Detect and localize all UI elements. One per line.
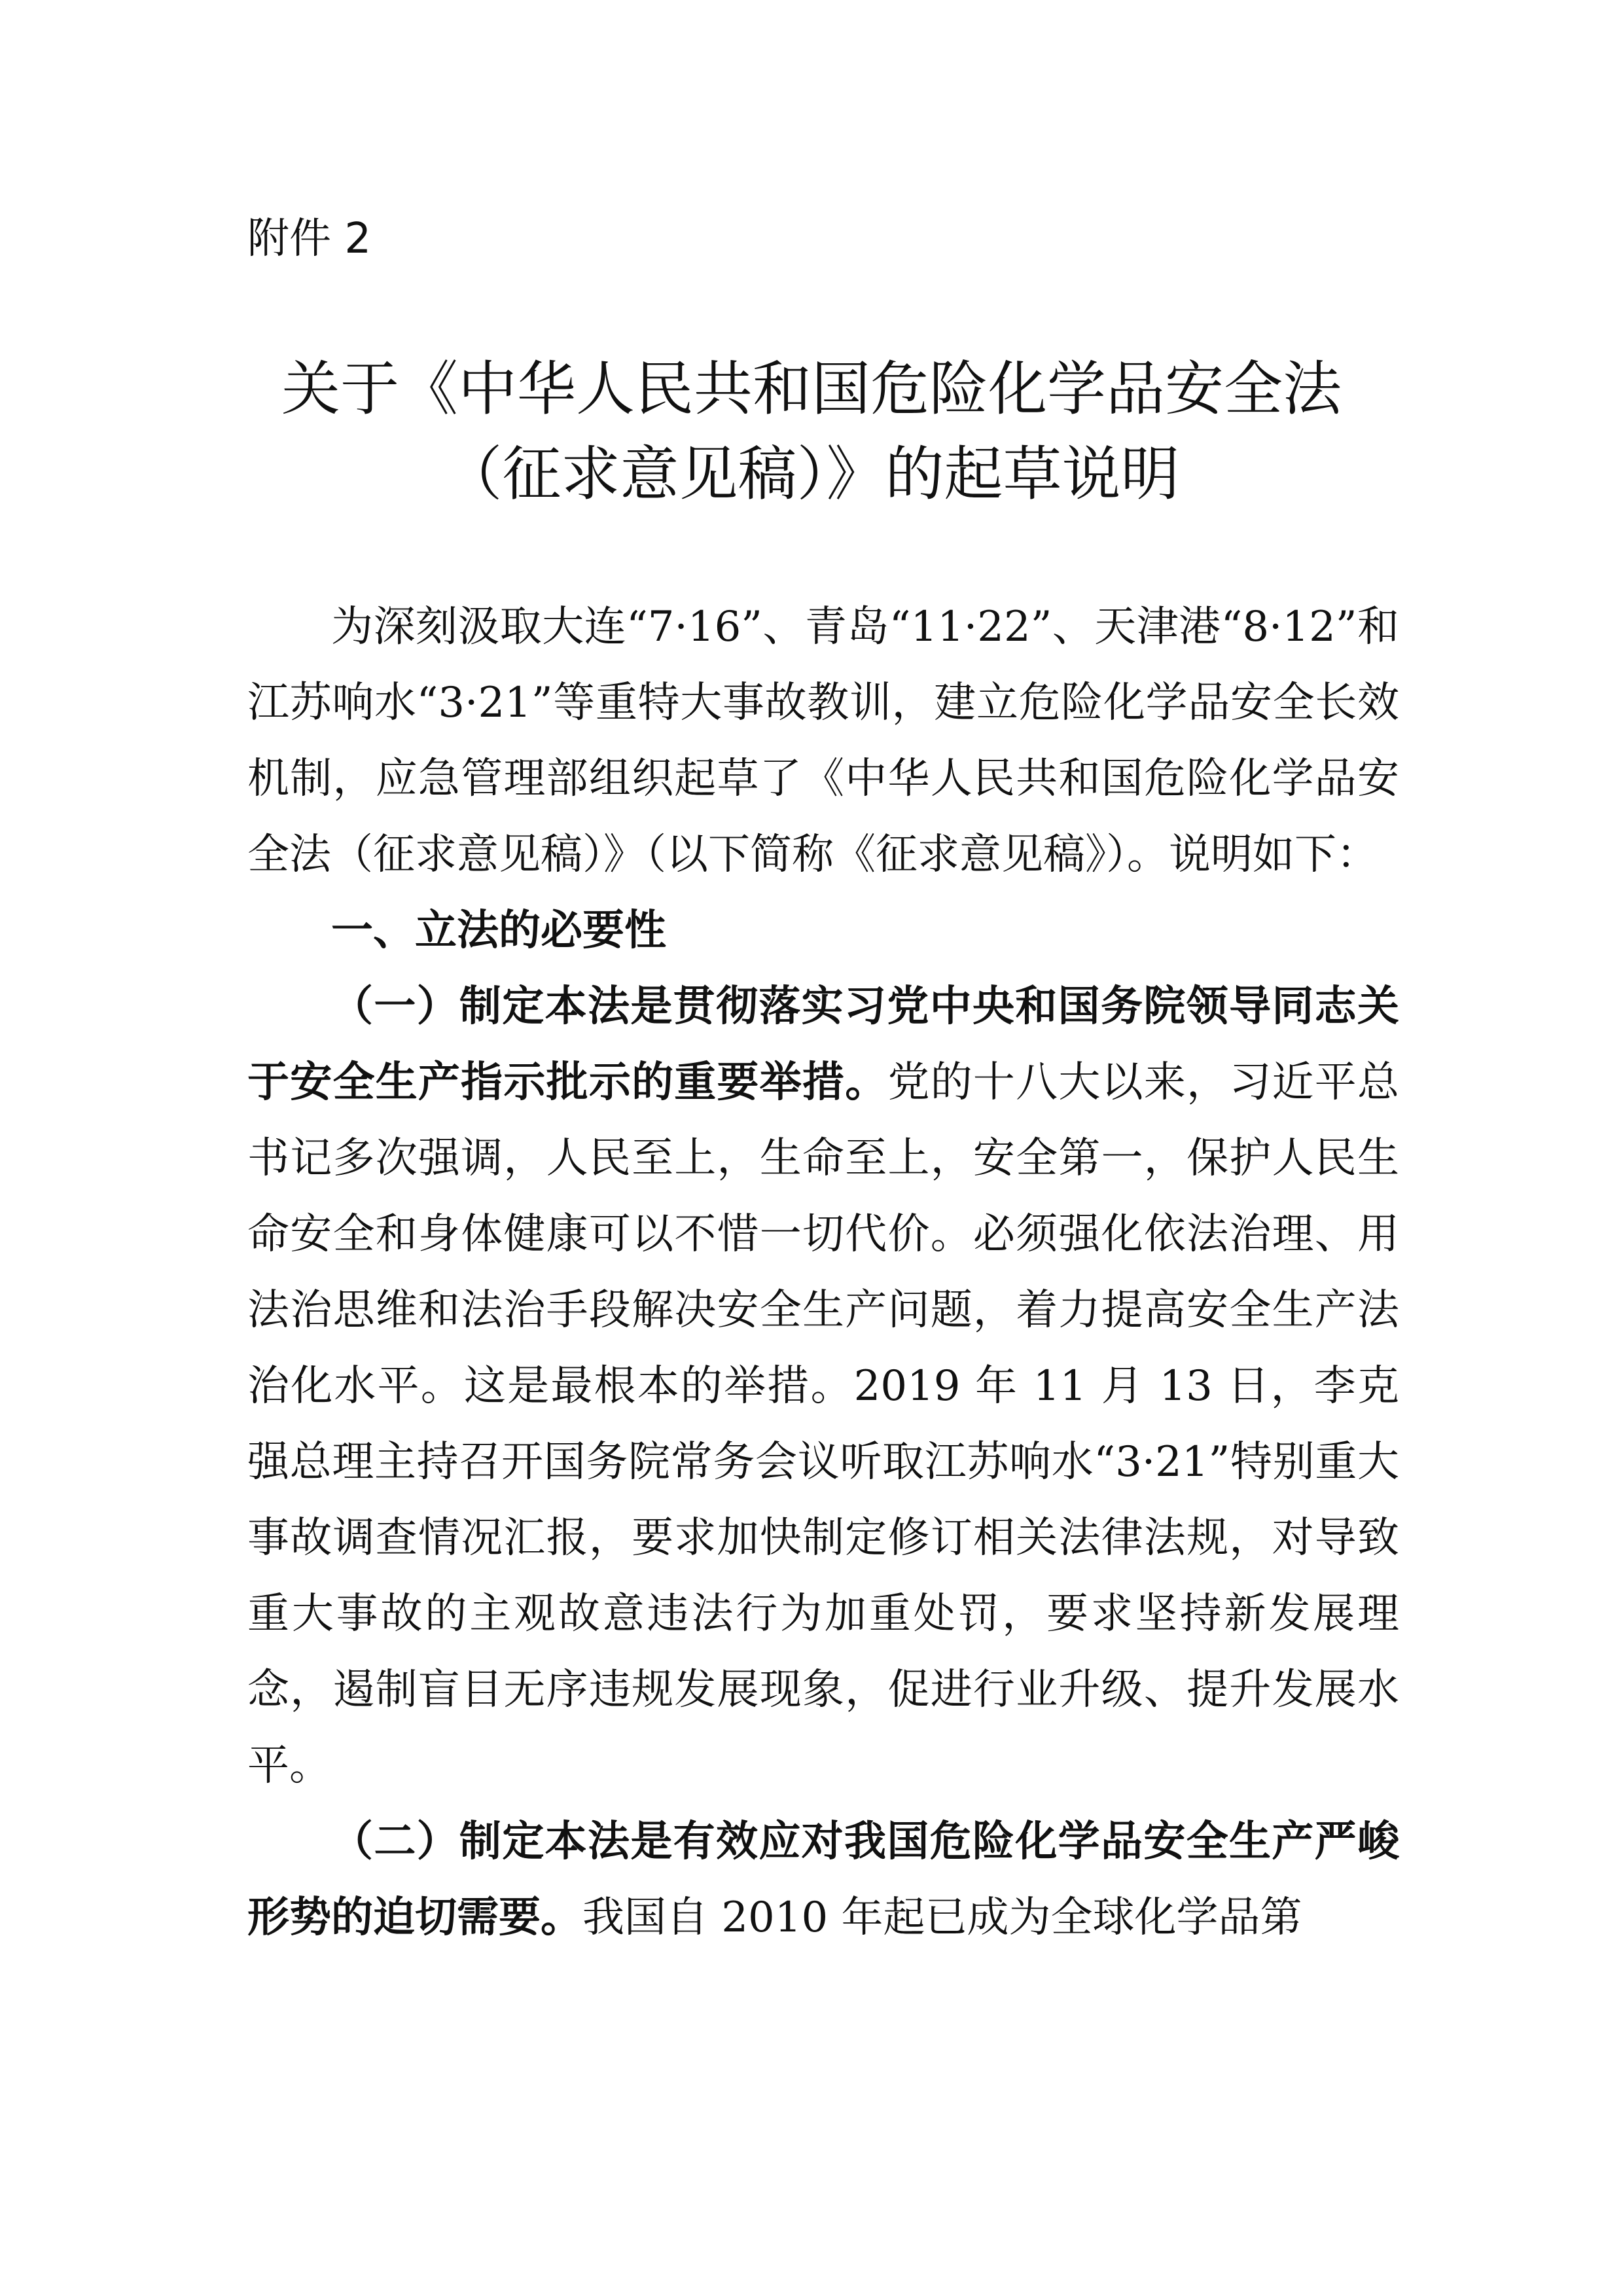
section-1-item-2-text: 我国自 2010 年起已成为全球化学品第	[582, 1893, 1302, 1942]
section-1-item-1-text: 党的十八大以来，习近平总书记多次强调，人民至上，生命至上，安全第一，保护人民生命安全和身体健康可以不惜一切代价。必须强化依法治理、用法治思维和法治手段解决安全生产问题，着力提高安全生产法治化水平。这是最根本的举措。2019 年 11 月 13 日，李克强总理主持召开国务院常务会议听取江苏响水“3·21”特别重大事故调查情况汇报，要求加快制定修订相关法律法规，对导致重大事故的主观故意违法行为加重处罚，要求坚持新发展理念，遏制盲目无序违规发展现象，促进行业升级、提升发展水平。	[247, 1058, 1400, 1790]
document-title	[196, 347, 1427, 517]
intro-paragraph: 为深刻汲取大连“7·16”、青岛“11·22”、天津港“8·12”和江苏响水“3·21”等重特大事故教训，建立危险化学品安全长效机制，应急管理部组织起草了《中华人民共和国危险化学品安全法（征求意见稿）》（以下简称《征求意见稿》）。说明如下：	[247, 603, 1399, 879]
document-title-line-1: 关于《中华人民共和国危险化学品安全法	[281, 355, 1342, 423]
document-body	[247, 589, 1399, 1956]
section-1-item-1-paragraph	[247, 969, 1399, 1804]
section-1-item-2-paragraph	[247, 1804, 1399, 1956]
attachment-label: 附件 2	[247, 215, 372, 263]
section-1-item-2-lead: （二）制定本法是有效应对我国危险化学品安全生产严峻形势的迫切需要。	[247, 1818, 1399, 1942]
section-1-heading: 一、立法的必要性	[331, 906, 666, 955]
document-title-line-2: （征求意见稿）》的起草说明	[443, 440, 1180, 509]
section-1-item-1-lead: （一）制定本法是贯彻落实习党中央和国务院领导同志关于安全生产指示批示的重要举措。	[247, 982, 1399, 1107]
